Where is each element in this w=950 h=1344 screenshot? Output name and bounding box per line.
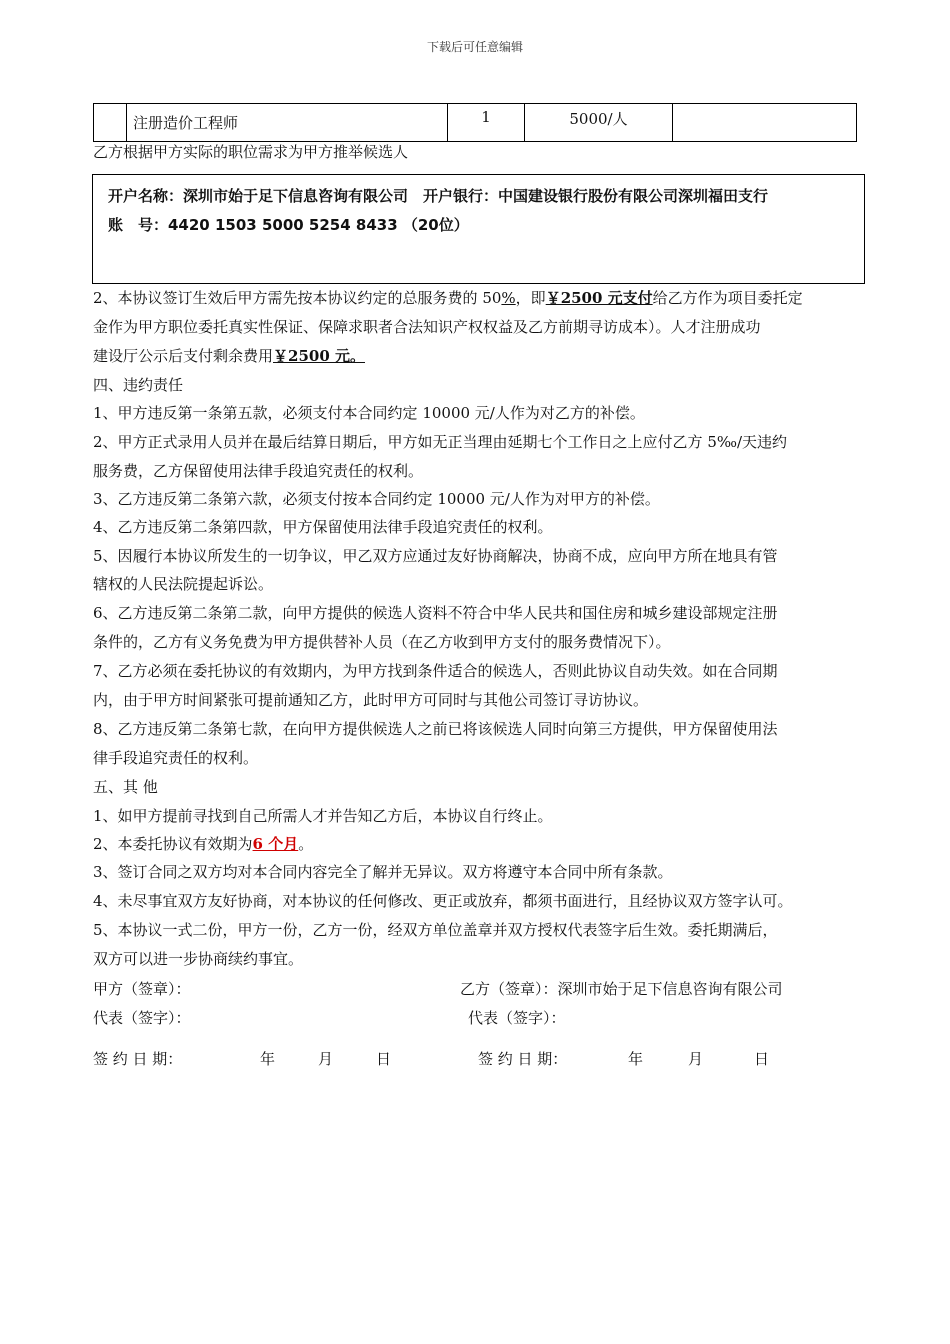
payment-remaining-amount: ￥2500 元。 (273, 347, 365, 365)
table-cell-position: 注册造价工程师 (127, 104, 448, 142)
section-5-line: 4、未尽事宜双方友好协商，对本协议的任何修改、更正或放弃，都须书面进行，且经协议双方签字认可。 (93, 892, 793, 910)
party-a-rep-label: 代表（签字）： (93, 1009, 191, 1027)
section-4-line: 服务费，乙方保留使用法律手段追究责任的权利。 (93, 462, 424, 480)
table-cell-fee: 5000/人 (525, 104, 673, 142)
payment-text: 2、本协议签订生效后甲方需先按本协议约定的总服务费的 50 (93, 289, 502, 307)
section-5-line (93, 834, 313, 854)
section-4-line: 4、乙方违反第二条第四款，甲方保留使用法律手段追究责任的权利。 (93, 518, 553, 536)
section-4-line: 辖权的人民法院提起诉讼。 (93, 575, 274, 593)
bank-account-number: 账 号：4420 1503 5000 5254 8433 （20位） (108, 216, 469, 234)
position-table (93, 103, 857, 142)
party-b-date-year: 年 (628, 1050, 644, 1068)
section-4-line: 8、乙方违反第二条第七款，在向甲方提供候选人之前已将该候选人同时向第三方提供，甲方保留使用法 (93, 720, 778, 738)
validity-period: 6 个月 (252, 835, 299, 853)
table-cell-notes (673, 104, 857, 142)
section-5-line: 1、如甲方提前寻找到自己所需人才并告知乙方后，本协议自行终止。 (93, 807, 553, 825)
table-cell-index (94, 104, 127, 142)
section-4-line: 2、甲方正式录用人员并在最后结算日期后，甲方如无正当理由延期七个工作日之上应付乙方 5‰/天违约 (93, 433, 788, 451)
payment-text: 给乙方作为项目委托定 (652, 289, 803, 307)
party-b-seal-label: 乙方（签章）：深圳市始于足下信息咨询有限公司 (460, 980, 783, 998)
payment-line-2: 金作为甲方职位委托真实性保证、保障求职者合法知识产权权益及乙方前期寻访成本）。人才注册成功 (93, 318, 761, 336)
payment-line-3 (93, 346, 365, 366)
party-b-rep-label: 代表（签字）： (468, 1009, 566, 1027)
section-4-title: 四、违约责任 (93, 376, 184, 394)
section-4-line: 内，由于甲方时间紧张可提前通知乙方，此时甲方可同时与其他公司签订寻访协议。 (93, 691, 649, 709)
section-4-line: 6、乙方违反第二条第二款，向甲方提供的候选人资料不符合中华人民共和国住房和城乡建设部规定注册 (93, 604, 778, 622)
section-4-line: 3、乙方违反第二条第六款，必须支付按本合同约定 10000 元/人作为对甲方的补偿。 (93, 490, 660, 508)
section-5-line: 3、签订合同之双方均对本合同内容完全了解并无异议。双方将遵守本合同中所有条款。 (93, 863, 673, 881)
section-5-line: 5、本协议一式二份，甲方一份，乙方一份，经双方单位盖章并双方授权代表签字后生效。委托期满后， (93, 921, 778, 939)
section-5-title: 五、其 他 (93, 778, 158, 796)
party-b-date-day: 日 (754, 1050, 770, 1068)
payment-text: 建设厅公示后支付剩余费用 (93, 347, 274, 365)
page-header: 下载后可任意编辑 (426, 40, 523, 54)
payment-text: ，即 (515, 289, 546, 307)
section-4-line: 1、甲方违反第一条第五款，必须支付本合同约定 10000 元/人作为对乙方的补偿。 (93, 404, 645, 422)
party-a-seal-label: 甲方（签章）： (93, 980, 191, 998)
party-a-date-year: 年 (260, 1050, 276, 1068)
bank-account-box (92, 174, 865, 284)
recommend-line: 乙方根据甲方实际的职位需求为甲方推举候选人 (93, 143, 409, 161)
table-cell-count: 1 (448, 104, 525, 142)
party-b-date-month: 月 (688, 1050, 704, 1068)
payment-percent: % (501, 289, 516, 307)
bank-account-name: 开户名称：深圳市始于足下信息咨询有限公司 开户银行：中国建设银行股份有限公司深圳福田支行 (108, 187, 769, 205)
party-a-date-day: 日 (376, 1050, 392, 1068)
payment-amount: ￥2500 元支付 (545, 289, 653, 307)
party-b-date-label: 签 约 日 期： (478, 1050, 568, 1068)
section-4-line: 律手段追究责任的权利。 (93, 749, 259, 767)
section-4-line: 条件的，乙方有义务免费为甲方提供替补人员（在乙方收到甲方支付的服务费情况下）。 (93, 633, 671, 651)
validity-text: 2、本委托协议有效期为 (93, 835, 253, 853)
table-row (94, 104, 857, 142)
validity-text: 。 (298, 835, 314, 853)
section-4-line: 7、乙方必须在委托协议的有效期内，为甲方找到条件适合的候选人，否则此协议自动失效。如在合同期 (93, 662, 778, 680)
party-a-date-label: 签 约 日 期： (93, 1050, 183, 1068)
party-a-date-month: 月 (318, 1050, 334, 1068)
section-4-line: 5、因履行本协议所发生的一切争议，甲乙双方应通过友好协商解决，协商不成，应向甲方所在地具有管 (93, 547, 778, 565)
section-5-line: 双方可以进一步协商续约事宜。 (93, 950, 304, 968)
payment-line-1 (93, 288, 803, 308)
